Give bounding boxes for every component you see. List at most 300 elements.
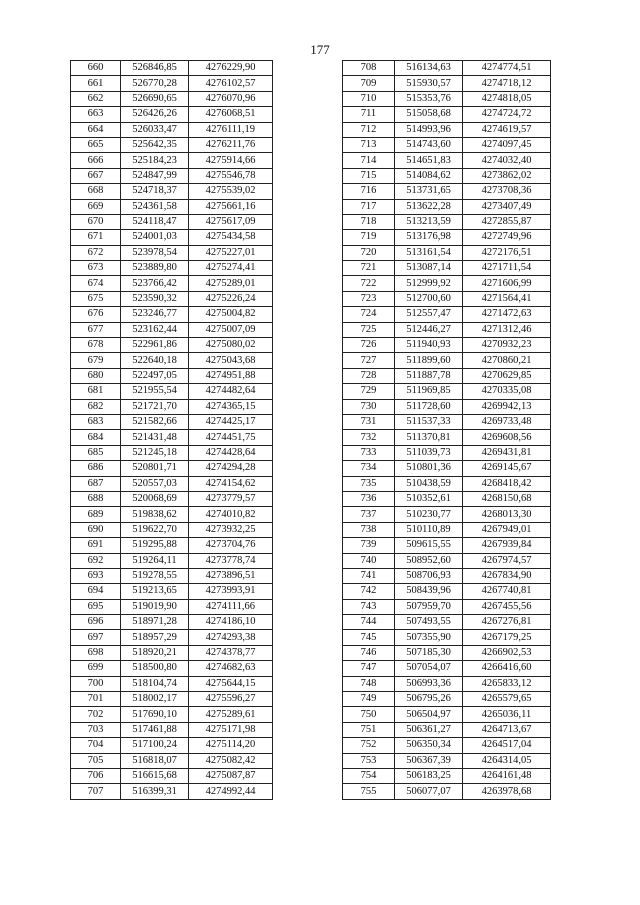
point-number-cell: 689 xyxy=(71,507,121,522)
y-coordinate-cell: 4275226,24 xyxy=(189,291,273,306)
y-coordinate-cell: 4270932,23 xyxy=(463,338,551,353)
point-number-cell: 736 xyxy=(343,491,395,506)
y-coordinate-cell: 4275171,98 xyxy=(189,722,273,737)
x-coordinate-cell: 509615,55 xyxy=(395,538,463,553)
y-coordinate-cell: 4274010,82 xyxy=(189,507,273,522)
x-coordinate-cell: 507355,90 xyxy=(395,630,463,645)
x-coordinate-cell: 506504,97 xyxy=(395,707,463,722)
y-coordinate-cell: 4275596,27 xyxy=(189,692,273,707)
y-coordinate-cell: 4268150,68 xyxy=(463,491,551,506)
table-row xyxy=(343,184,551,199)
point-number-cell: 708 xyxy=(343,61,395,76)
table-row xyxy=(71,353,273,368)
x-coordinate-cell: 507493,55 xyxy=(395,615,463,630)
x-coordinate-cell: 508952,60 xyxy=(395,553,463,568)
point-number-cell: 687 xyxy=(71,476,121,491)
table-row xyxy=(71,768,273,783)
table-row xyxy=(71,76,273,91)
table-row xyxy=(343,414,551,429)
y-coordinate-cell: 4265833,12 xyxy=(463,676,551,691)
table-row xyxy=(343,461,551,476)
point-number-cell: 717 xyxy=(343,199,395,214)
table-row xyxy=(71,91,273,106)
table-row xyxy=(343,430,551,445)
coordinates-table-right xyxy=(342,60,551,800)
x-coordinate-cell: 519264,11 xyxy=(121,553,189,568)
point-number-cell: 665 xyxy=(71,137,121,152)
point-number-cell: 684 xyxy=(71,430,121,445)
x-coordinate-cell: 506367,39 xyxy=(395,753,463,768)
y-coordinate-cell: 4274365,15 xyxy=(189,399,273,414)
x-coordinate-cell: 511728,60 xyxy=(395,399,463,414)
point-number-cell: 673 xyxy=(71,261,121,276)
x-coordinate-cell: 512446,27 xyxy=(395,322,463,337)
table-row xyxy=(71,291,273,306)
table-row xyxy=(71,661,273,676)
x-coordinate-cell: 506183,25 xyxy=(395,768,463,783)
table-row xyxy=(343,707,551,722)
x-coordinate-cell: 522961,86 xyxy=(121,338,189,353)
y-coordinate-cell: 4274951,88 xyxy=(189,368,273,383)
x-coordinate-cell: 520557,03 xyxy=(121,476,189,491)
table-row xyxy=(343,676,551,691)
table-row xyxy=(343,692,551,707)
x-coordinate-cell: 506361,27 xyxy=(395,722,463,737)
x-coordinate-cell: 516615,68 xyxy=(121,768,189,783)
y-coordinate-cell: 4274619,57 xyxy=(463,122,551,137)
point-number-cell: 683 xyxy=(71,414,121,429)
point-number-cell: 754 xyxy=(343,768,395,783)
x-coordinate-cell: 513087,14 xyxy=(395,261,463,276)
table-row xyxy=(343,722,551,737)
x-coordinate-cell: 520068,69 xyxy=(121,491,189,506)
y-coordinate-cell: 4276068,51 xyxy=(189,107,273,122)
x-coordinate-cell: 515058,68 xyxy=(395,107,463,122)
point-number-cell: 742 xyxy=(343,584,395,599)
point-number-cell: 669 xyxy=(71,199,121,214)
y-coordinate-cell: 4266416,60 xyxy=(463,661,551,676)
point-number-cell: 712 xyxy=(343,122,395,137)
point-number-cell: 663 xyxy=(71,107,121,122)
y-coordinate-cell: 4276102,57 xyxy=(189,76,273,91)
table-row xyxy=(71,491,273,506)
x-coordinate-cell: 511940,93 xyxy=(395,338,463,353)
point-number-cell: 748 xyxy=(343,676,395,691)
y-coordinate-cell: 4274992,44 xyxy=(189,784,273,799)
coordinates-table-left xyxy=(70,60,273,800)
point-number-cell: 713 xyxy=(343,137,395,152)
y-coordinate-cell: 4267740,81 xyxy=(463,584,551,599)
point-number-cell: 737 xyxy=(343,507,395,522)
point-number-cell: 707 xyxy=(71,784,121,799)
table-row xyxy=(343,568,551,583)
y-coordinate-cell: 4275546,78 xyxy=(189,168,273,183)
x-coordinate-cell: 514993,96 xyxy=(395,122,463,137)
point-number-cell: 668 xyxy=(71,184,121,199)
y-coordinate-cell: 4275661,16 xyxy=(189,199,273,214)
table-row xyxy=(343,276,551,291)
table-row xyxy=(71,630,273,645)
y-coordinate-cell: 4275082,42 xyxy=(189,753,273,768)
table-row xyxy=(343,645,551,660)
table-row xyxy=(71,445,273,460)
y-coordinate-cell: 4273704,76 xyxy=(189,538,273,553)
table-row xyxy=(343,245,551,260)
point-number-cell: 676 xyxy=(71,307,121,322)
x-coordinate-cell: 513161,54 xyxy=(395,245,463,260)
point-number-cell: 705 xyxy=(71,753,121,768)
x-coordinate-cell: 514651,83 xyxy=(395,153,463,168)
point-number-cell: 753 xyxy=(343,753,395,768)
x-coordinate-cell: 524118,47 xyxy=(121,214,189,229)
y-coordinate-cell: 4273932,25 xyxy=(189,522,273,537)
point-number-cell: 675 xyxy=(71,291,121,306)
x-coordinate-cell: 523766,42 xyxy=(121,276,189,291)
table-row xyxy=(343,91,551,106)
table-row xyxy=(343,753,551,768)
x-coordinate-cell: 514084,62 xyxy=(395,168,463,183)
point-number-cell: 698 xyxy=(71,645,121,660)
point-number-cell: 685 xyxy=(71,445,121,460)
point-number-cell: 729 xyxy=(343,384,395,399)
x-coordinate-cell: 518957,29 xyxy=(121,630,189,645)
table-row xyxy=(343,307,551,322)
point-number-cell: 710 xyxy=(343,91,395,106)
point-number-cell: 715 xyxy=(343,168,395,183)
point-number-cell: 743 xyxy=(343,599,395,614)
x-coordinate-cell: 513213,59 xyxy=(395,214,463,229)
y-coordinate-cell: 4276111,19 xyxy=(189,122,273,137)
table-row xyxy=(343,122,551,137)
x-coordinate-cell: 506795,26 xyxy=(395,692,463,707)
table-row xyxy=(343,661,551,676)
table-row xyxy=(71,199,273,214)
x-coordinate-cell: 525184,23 xyxy=(121,153,189,168)
table-row xyxy=(343,76,551,91)
point-number-cell: 694 xyxy=(71,584,121,599)
table-row xyxy=(343,599,551,614)
x-coordinate-cell: 523590,32 xyxy=(121,291,189,306)
table-row xyxy=(343,384,551,399)
y-coordinate-cell: 4273993,91 xyxy=(189,584,273,599)
x-coordinate-cell: 511537,33 xyxy=(395,414,463,429)
x-coordinate-cell: 519838,62 xyxy=(121,507,189,522)
point-number-cell: 751 xyxy=(343,722,395,737)
x-coordinate-cell: 510352,61 xyxy=(395,491,463,506)
x-coordinate-cell: 508439,96 xyxy=(395,584,463,599)
y-coordinate-cell: 4266902,53 xyxy=(463,645,551,660)
coordinates-table-body xyxy=(343,61,551,800)
x-coordinate-cell: 512999,92 xyxy=(395,276,463,291)
x-coordinate-cell: 510801,36 xyxy=(395,461,463,476)
point-number-cell: 744 xyxy=(343,615,395,630)
y-coordinate-cell: 4269145,67 xyxy=(463,461,551,476)
y-coordinate-cell: 4268013,30 xyxy=(463,507,551,522)
x-coordinate-cell: 510230,77 xyxy=(395,507,463,522)
x-coordinate-cell: 518500,80 xyxy=(121,661,189,676)
x-coordinate-cell: 524361,58 xyxy=(121,199,189,214)
x-coordinate-cell: 521955,54 xyxy=(121,384,189,399)
table-row xyxy=(343,538,551,553)
table-row xyxy=(71,261,273,276)
table-row xyxy=(71,307,273,322)
point-number-cell: 680 xyxy=(71,368,121,383)
table-row xyxy=(343,338,551,353)
table-row xyxy=(71,430,273,445)
table-row xyxy=(343,230,551,245)
table-row xyxy=(71,122,273,137)
x-coordinate-cell: 523246,77 xyxy=(121,307,189,322)
point-number-cell: 747 xyxy=(343,661,395,676)
coordinates-table-body xyxy=(71,61,273,800)
table-row xyxy=(71,276,273,291)
point-number-cell: 755 xyxy=(343,784,395,799)
table-row xyxy=(71,568,273,583)
x-coordinate-cell: 526846,85 xyxy=(121,61,189,76)
y-coordinate-cell: 4273896,51 xyxy=(189,568,273,583)
y-coordinate-cell: 4267834,90 xyxy=(463,568,551,583)
point-number-cell: 693 xyxy=(71,568,121,583)
x-coordinate-cell: 506077,07 xyxy=(395,784,463,799)
point-number-cell: 666 xyxy=(71,153,121,168)
point-number-cell: 700 xyxy=(71,676,121,691)
y-coordinate-cell: 4275289,61 xyxy=(189,707,273,722)
point-number-cell: 662 xyxy=(71,91,121,106)
y-coordinate-cell: 4269733,48 xyxy=(463,414,551,429)
table-row xyxy=(343,491,551,506)
table-row xyxy=(343,291,551,306)
point-number-cell: 752 xyxy=(343,738,395,753)
table-row xyxy=(343,445,551,460)
point-number-cell: 716 xyxy=(343,184,395,199)
table-row xyxy=(71,522,273,537)
x-coordinate-cell: 506350,34 xyxy=(395,738,463,753)
x-coordinate-cell: 519213,65 xyxy=(121,584,189,599)
x-coordinate-cell: 510438,59 xyxy=(395,476,463,491)
table-row xyxy=(343,61,551,76)
table-row xyxy=(71,153,273,168)
x-coordinate-cell: 519278,55 xyxy=(121,568,189,583)
x-coordinate-cell: 513622,28 xyxy=(395,199,463,214)
x-coordinate-cell: 517461,88 xyxy=(121,722,189,737)
point-number-cell: 725 xyxy=(343,322,395,337)
y-coordinate-cell: 4274111,66 xyxy=(189,599,273,614)
y-coordinate-cell: 4271564,41 xyxy=(463,291,551,306)
table-row xyxy=(71,676,273,691)
point-number-cell: 722 xyxy=(343,276,395,291)
y-coordinate-cell: 4275539,02 xyxy=(189,184,273,199)
y-coordinate-cell: 4271312,46 xyxy=(463,322,551,337)
y-coordinate-cell: 4264314,05 xyxy=(463,753,551,768)
y-coordinate-cell: 4275043,68 xyxy=(189,353,273,368)
x-coordinate-cell: 512557,47 xyxy=(395,307,463,322)
table-row xyxy=(71,645,273,660)
table-row xyxy=(71,738,273,753)
table-row xyxy=(71,184,273,199)
table-row xyxy=(71,692,273,707)
table-row xyxy=(71,476,273,491)
table-row xyxy=(343,738,551,753)
point-number-cell: 740 xyxy=(343,553,395,568)
point-number-cell: 709 xyxy=(343,76,395,91)
x-coordinate-cell: 519295,88 xyxy=(121,538,189,553)
x-coordinate-cell: 525642,35 xyxy=(121,137,189,152)
table-row xyxy=(343,214,551,229)
table-row xyxy=(71,322,273,337)
y-coordinate-cell: 4275274,41 xyxy=(189,261,273,276)
y-coordinate-cell: 4275617,09 xyxy=(189,214,273,229)
x-coordinate-cell: 516399,31 xyxy=(121,784,189,799)
table-row xyxy=(343,153,551,168)
x-coordinate-cell: 526426,26 xyxy=(121,107,189,122)
y-coordinate-cell: 4271711,54 xyxy=(463,261,551,276)
table-row xyxy=(71,722,273,737)
x-coordinate-cell: 519622,70 xyxy=(121,522,189,537)
x-coordinate-cell: 526033,47 xyxy=(121,122,189,137)
x-coordinate-cell: 507959,70 xyxy=(395,599,463,614)
point-number-cell: 661 xyxy=(71,76,121,91)
table-row xyxy=(71,553,273,568)
y-coordinate-cell: 4274378,77 xyxy=(189,645,273,660)
y-coordinate-cell: 4274482,64 xyxy=(189,384,273,399)
point-number-cell: 660 xyxy=(71,61,121,76)
x-coordinate-cell: 521721,70 xyxy=(121,399,189,414)
point-number-cell: 739 xyxy=(343,538,395,553)
point-number-cell: 726 xyxy=(343,338,395,353)
table-row xyxy=(343,353,551,368)
point-number-cell: 728 xyxy=(343,368,395,383)
point-number-cell: 691 xyxy=(71,538,121,553)
point-number-cell: 686 xyxy=(71,461,121,476)
y-coordinate-cell: 4269942,13 xyxy=(463,399,551,414)
x-coordinate-cell: 514743,60 xyxy=(395,137,463,152)
x-coordinate-cell: 518002,17 xyxy=(121,692,189,707)
x-coordinate-cell: 511039,73 xyxy=(395,445,463,460)
point-number-cell: 727 xyxy=(343,353,395,368)
table-row xyxy=(71,753,273,768)
table-row xyxy=(343,368,551,383)
y-coordinate-cell: 4272855,87 xyxy=(463,214,551,229)
point-number-cell: 679 xyxy=(71,353,121,368)
point-number-cell: 695 xyxy=(71,599,121,614)
y-coordinate-cell: 4267974,57 xyxy=(463,553,551,568)
y-coordinate-cell: 4269608,56 xyxy=(463,430,551,445)
table-row xyxy=(343,199,551,214)
x-coordinate-cell: 511887,78 xyxy=(395,368,463,383)
x-coordinate-cell: 516818,07 xyxy=(121,753,189,768)
table-row xyxy=(71,399,273,414)
table-row xyxy=(71,338,273,353)
y-coordinate-cell: 4275080,02 xyxy=(189,338,273,353)
y-coordinate-cell: 4274818,05 xyxy=(463,91,551,106)
y-coordinate-cell: 4275914,66 xyxy=(189,153,273,168)
point-number-cell: 703 xyxy=(71,722,121,737)
point-number-cell: 735 xyxy=(343,476,395,491)
x-coordinate-cell: 523978,54 xyxy=(121,245,189,260)
table-row xyxy=(343,630,551,645)
table-row xyxy=(343,553,551,568)
y-coordinate-cell: 4274294,28 xyxy=(189,461,273,476)
y-coordinate-cell: 4271472,63 xyxy=(463,307,551,322)
point-number-cell: 719 xyxy=(343,230,395,245)
point-number-cell: 720 xyxy=(343,245,395,260)
x-coordinate-cell: 523162,44 xyxy=(121,322,189,337)
y-coordinate-cell: 4269431,81 xyxy=(463,445,551,460)
point-number-cell: 730 xyxy=(343,399,395,414)
point-number-cell: 674 xyxy=(71,276,121,291)
y-coordinate-cell: 4272749,96 xyxy=(463,230,551,245)
y-coordinate-cell: 4274428,64 xyxy=(189,445,273,460)
point-number-cell: 714 xyxy=(343,153,395,168)
table-row xyxy=(343,507,551,522)
y-coordinate-cell: 4264713,67 xyxy=(463,722,551,737)
table-row xyxy=(71,599,273,614)
y-coordinate-cell: 4274724,72 xyxy=(463,107,551,122)
x-coordinate-cell: 524718,37 xyxy=(121,184,189,199)
y-coordinate-cell: 4274154,62 xyxy=(189,476,273,491)
point-number-cell: 750 xyxy=(343,707,395,722)
point-number-cell: 749 xyxy=(343,692,395,707)
y-coordinate-cell: 4267179,25 xyxy=(463,630,551,645)
table-row xyxy=(71,107,273,122)
table-row xyxy=(71,245,273,260)
y-coordinate-cell: 4276070,96 xyxy=(189,91,273,106)
y-coordinate-cell: 4276211,76 xyxy=(189,137,273,152)
table-row xyxy=(343,137,551,152)
point-number-cell: 746 xyxy=(343,645,395,660)
point-number-cell: 677 xyxy=(71,322,121,337)
y-coordinate-cell: 4275289,01 xyxy=(189,276,273,291)
point-number-cell: 667 xyxy=(71,168,121,183)
point-number-cell: 738 xyxy=(343,522,395,537)
table-row xyxy=(343,168,551,183)
x-coordinate-cell: 511370,81 xyxy=(395,430,463,445)
table-row xyxy=(71,214,273,229)
point-number-cell: 733 xyxy=(343,445,395,460)
x-coordinate-cell: 518920,21 xyxy=(121,645,189,660)
x-coordinate-cell: 513731,65 xyxy=(395,184,463,199)
table-row xyxy=(71,384,273,399)
x-coordinate-cell: 516134,63 xyxy=(395,61,463,76)
table-row xyxy=(343,615,551,630)
point-number-cell: 702 xyxy=(71,707,121,722)
table-row xyxy=(71,507,273,522)
point-number-cell: 741 xyxy=(343,568,395,583)
table-row xyxy=(71,368,273,383)
point-number-cell: 681 xyxy=(71,384,121,399)
table-row xyxy=(343,322,551,337)
y-coordinate-cell: 4267949,01 xyxy=(463,522,551,537)
y-coordinate-cell: 4275644,15 xyxy=(189,676,273,691)
y-coordinate-cell: 4267276,81 xyxy=(463,615,551,630)
y-coordinate-cell: 4274425,17 xyxy=(189,414,273,429)
page-number: 177 xyxy=(310,42,330,57)
y-coordinate-cell: 4267939,84 xyxy=(463,538,551,553)
y-coordinate-cell: 4274097,45 xyxy=(463,137,551,152)
y-coordinate-cell: 4268418,42 xyxy=(463,476,551,491)
y-coordinate-cell: 4263978,68 xyxy=(463,784,551,799)
point-number-cell: 701 xyxy=(71,692,121,707)
y-coordinate-cell: 4273779,57 xyxy=(189,491,273,506)
x-coordinate-cell: 506993,36 xyxy=(395,676,463,691)
point-number-cell: 721 xyxy=(343,261,395,276)
x-coordinate-cell: 519019,90 xyxy=(121,599,189,614)
x-coordinate-cell: 511899,60 xyxy=(395,353,463,368)
x-coordinate-cell: 521582,66 xyxy=(121,414,189,429)
y-coordinate-cell: 4275087,87 xyxy=(189,768,273,783)
table-row xyxy=(343,261,551,276)
x-coordinate-cell: 523889,80 xyxy=(121,261,189,276)
